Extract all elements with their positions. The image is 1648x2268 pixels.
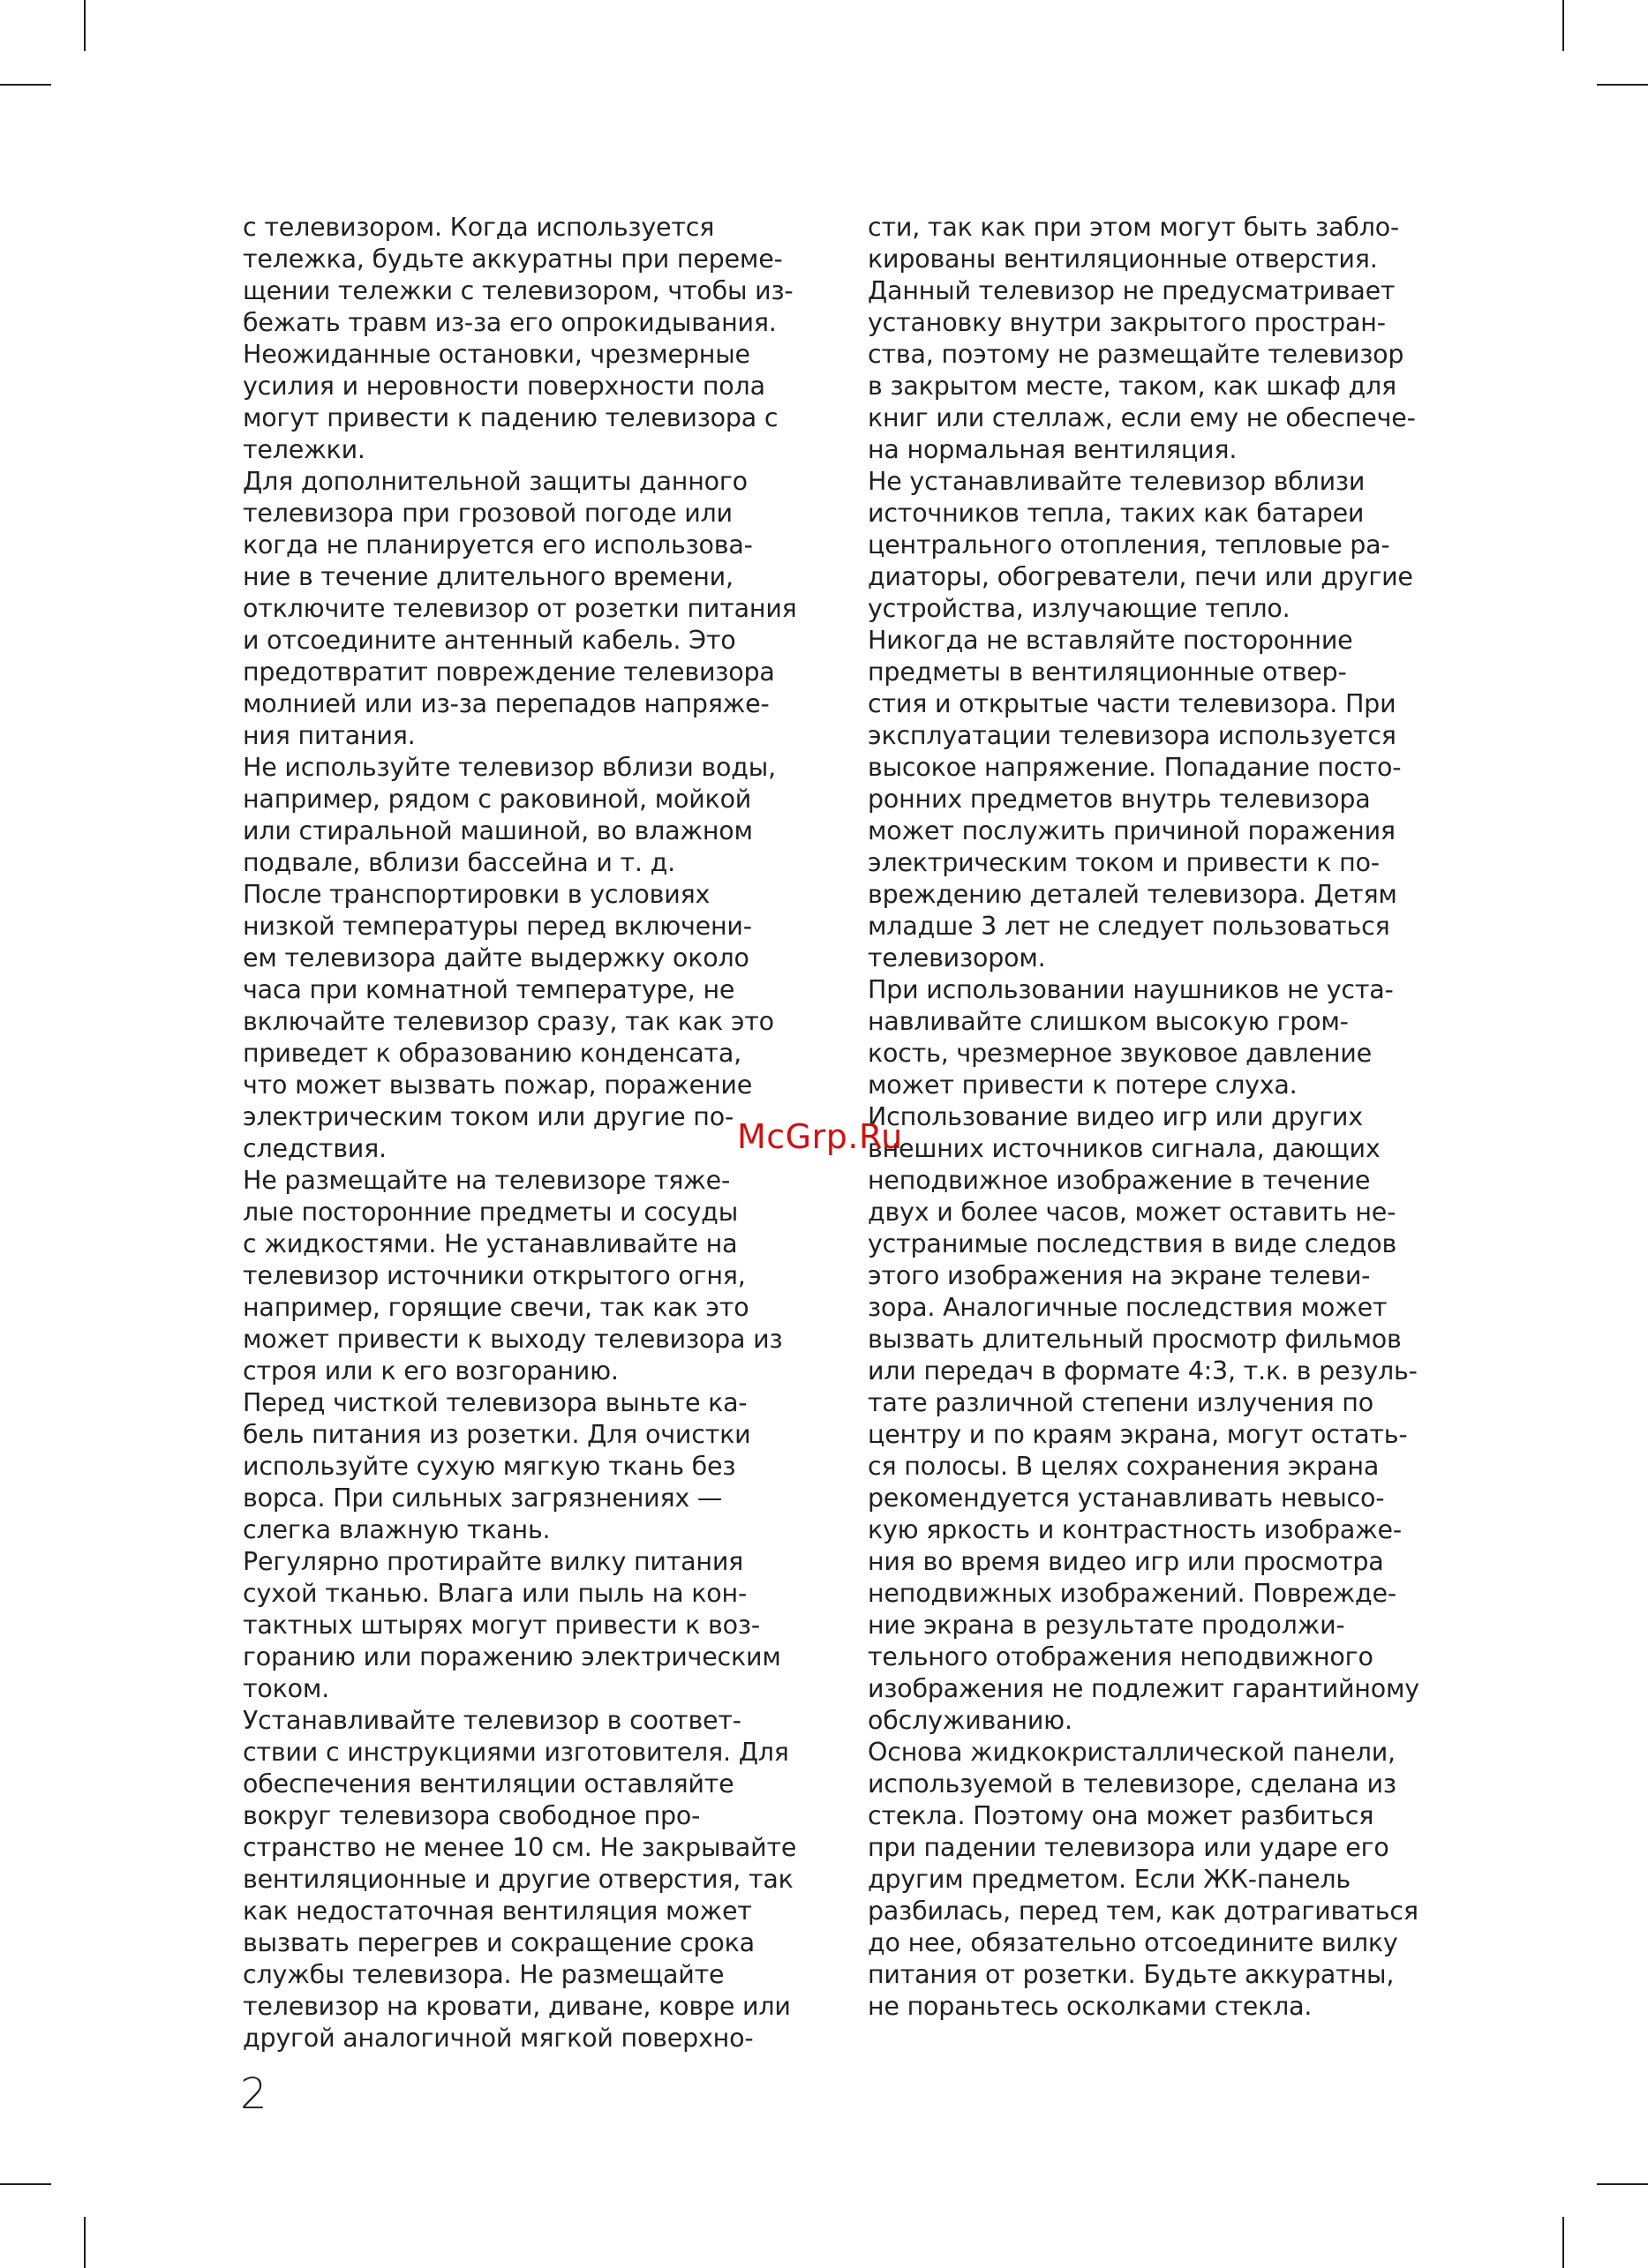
text-line: навливайте слишком высокую гром-	[868, 1007, 1349, 1036]
text-line: питания от розетки. Будьте аккуратны,	[868, 1960, 1395, 1989]
text-line: щении тележки с телевизором, чтобы из-	[243, 276, 794, 305]
text-line: ние экрана в результате продолжи-	[868, 1611, 1345, 1640]
text-line: предметы в вентиляционные отвер-	[868, 657, 1347, 687]
text-line: с телевизором. Когда используется	[243, 213, 715, 242]
text-line: кость, чрезмерное звуковое давление	[868, 1039, 1372, 1068]
text-line: при падении телевизора или ударе его	[868, 1833, 1389, 1862]
text-line: книг или стеллаж, если ему не обеспече-	[868, 403, 1416, 432]
text-line: тележки.	[243, 435, 365, 464]
text-line: или стиральной машиной, во влажном	[243, 816, 753, 845]
text-line: другим предметом. Если ЖК-панель	[868, 1865, 1351, 1894]
text-line: устройства, излучающие тепло.	[868, 594, 1291, 623]
text-line: Основа жидкокристаллической панели,	[868, 1738, 1396, 1767]
text-line: Устанавливайте телевизор в соответ-	[243, 1706, 741, 1735]
crop-mark	[0, 2183, 51, 2185]
text-line: стекла. Поэтому она может разбиться	[868, 1801, 1374, 1830]
text-line: слегка влажную ткань.	[243, 1515, 551, 1544]
text-line: следствия.	[243, 1134, 387, 1163]
text-line: ронних предметов внутрь телевизора	[868, 785, 1371, 814]
text-line: устранимые последствия в виде следов	[868, 1229, 1397, 1258]
text-line: кую яркость и контрастность изображе-	[868, 1515, 1402, 1544]
text-line: телевизор на кровати, диване, ковре или	[243, 1992, 791, 2021]
text-line: или передач в формате 4:3, т.к. в резуль-	[868, 1356, 1418, 1386]
text-line: электрическим током и привести к по-	[868, 848, 1380, 877]
text-line: с жидкостями. Не устанавливайте на	[243, 1229, 738, 1258]
text-line: Данный телевизор не предусматривает	[868, 276, 1396, 305]
text-line: Перед чисткой телевизора выньте ка-	[243, 1388, 748, 1417]
page-number: 2	[240, 2069, 267, 2119]
text-line: сухой тканью. Влага или пыль на кон-	[243, 1579, 748, 1608]
text-line: При использовании наушников не уста-	[868, 975, 1394, 1004]
text-line: внешних источников сигнала, дающих	[868, 1134, 1381, 1163]
text-line: странство не менее 10 см. Не закрывайте	[243, 1833, 797, 1862]
text-line: до нее, обязательно отсоедините вилку	[868, 1928, 1398, 1957]
text-line: другой аналогичной мягкой поверхно-	[243, 2024, 754, 2053]
text-line: диаторы, обогреватели, печи или другие	[868, 562, 1413, 591]
right-column	[868, 212, 1468, 2023]
text-line: как недостаточная вентиляция может	[243, 1896, 752, 1926]
text-line: службы телевизора. Не размещайте	[243, 1960, 725, 1989]
text-line: Не используйте телевизор вблизи воды,	[243, 753, 776, 782]
text-line: может привести к потере слуха.	[868, 1070, 1298, 1100]
text-line: высокое напряжение. Попадание посто-	[868, 753, 1402, 782]
text-line: электрическим током или другие по-	[243, 1102, 734, 1131]
text-line: центру и по краям экрана, могут остать-	[868, 1420, 1408, 1449]
text-line: неподвижное изображение в течение	[868, 1166, 1371, 1195]
text-line: сти, так как при этом могут быть забло-	[868, 213, 1400, 242]
text-line: тате различной степени излучения по	[868, 1388, 1373, 1417]
text-line: например, горящие свечи, так как это	[243, 1293, 749, 1322]
text-line: Не размещайте на телевизоре тяже-	[243, 1166, 731, 1195]
text-line: низкой температуры перед включени-	[243, 912, 752, 941]
text-line: ние в течение длительного времени,	[243, 562, 734, 591]
text-line: эксплуатации телевизора используется	[868, 721, 1396, 750]
text-line: ния питания.	[243, 721, 416, 750]
text-line: рекомендуется устанавливать невысо-	[868, 1483, 1385, 1513]
text-line: установку внутри закрытого простран-	[868, 308, 1386, 337]
text-line: используемой в телевизоре, сделана из	[868, 1769, 1396, 1799]
text-line: младше 3 лет не следует пользоваться	[868, 912, 1390, 941]
text-line: часа при комнатной температуре, не	[243, 975, 735, 1004]
text-line: Не устанавливайте телевизор вблизи	[868, 467, 1366, 496]
text-line: Для дополнительной защиты данного	[243, 467, 748, 496]
text-line: используйте сухую мягкую ткань без	[243, 1452, 736, 1481]
text-line: Использование видео игр или других	[868, 1102, 1363, 1131]
text-line: вентиляционные и другие отверстия, так	[243, 1865, 794, 1894]
text-line: горанию или поражению электрическим	[243, 1642, 781, 1671]
text-line: могут привести к падению телевизора с	[243, 403, 779, 432]
text-line: ся полосы. В целях сохранения экрана	[868, 1452, 1380, 1481]
crop-mark	[1597, 2183, 1648, 2185]
text-line: ворса. При сильных загрязнениях —	[243, 1483, 723, 1513]
text-line: подвале, вблизи бассейна и т. д.	[243, 848, 676, 877]
crop-mark	[1562, 0, 1564, 51]
crop-mark	[1562, 2217, 1564, 2268]
text-line: усилия и неровности поверхности пола	[243, 372, 765, 401]
text-line: двух и более часов, может оставить не-	[868, 1198, 1396, 1227]
text-line: источников тепла, таких как батареи	[868, 499, 1365, 528]
text-line: отключите телевизор от розетки питания	[243, 594, 797, 623]
text-line: вызвать перегрев и сокращение срока	[243, 1928, 755, 1957]
text-line: бежать травм из-за его опрокидывания.	[243, 308, 777, 337]
text-line: тележка, будьте аккуратны при переме-	[243, 244, 783, 274]
text-line: вокруг телевизора свободное про-	[243, 1801, 701, 1830]
text-line: вызвать длительный просмотр фильмов	[868, 1325, 1402, 1354]
text-line: строя или к его возгоранию.	[243, 1356, 619, 1386]
text-line: изображения не подлежит гарантийному	[868, 1674, 1419, 1703]
text-line: неподвижных изображений. Поврежде-	[868, 1579, 1396, 1608]
text-line: разбилась, перед тем, как дотрагиваться	[868, 1896, 1418, 1926]
crop-mark	[84, 0, 86, 51]
text-line: этого изображения на экране телеви-	[868, 1261, 1371, 1290]
text-line: телевизором.	[868, 943, 1046, 973]
text-line: приведет к образованию конденсата,	[243, 1039, 741, 1068]
text-line: молнией или из-за перепадов напряже-	[243, 689, 770, 718]
text-line: и отсоедините антенный кабель. Это	[243, 626, 736, 655]
text-line: После транспортировки в условиях	[243, 880, 711, 909]
text-line: центрального отопления, тепловые ра-	[868, 530, 1390, 559]
text-line: включайте телевизор сразу, так как это	[243, 1007, 774, 1036]
text-line: тельного отображения неподвижного	[868, 1642, 1373, 1671]
text-line: может послужить причиной поражения	[868, 816, 1396, 845]
text-line: бель питания из розетки. Для очистки	[243, 1420, 751, 1449]
watermark: McGrp.Ru	[737, 1117, 903, 1156]
text-line: Никогда не вставляйте посторонние	[868, 626, 1353, 655]
text-line: обеспечения вентиляции оставляйте	[243, 1769, 734, 1799]
text-line: ния во время видео игр или просмотра	[868, 1547, 1384, 1576]
text-line: ем телевизора дайте выдержку около	[243, 943, 749, 973]
text-line: может привести к выходу телевизора из	[243, 1325, 783, 1354]
crop-mark	[84, 2217, 86, 2268]
text-line: током.	[243, 1674, 330, 1703]
text-line: тактных штырях могут привести к воз-	[243, 1611, 760, 1640]
text-line: кированы вентиляционные отверстия.	[868, 244, 1378, 274]
text-line: телевизор источники открытого огня,	[243, 1261, 746, 1290]
text-line: телевизора при грозовой погоде или	[243, 499, 733, 528]
crop-mark	[1597, 84, 1648, 86]
text-line: что может вызвать пожар, поражение	[243, 1070, 753, 1100]
text-line: Неожиданные остановки, чрезмерные	[243, 340, 750, 369]
text-line: например, рядом с раковиной, мойкой	[243, 785, 752, 814]
text-line: ствии с инструкциями изготовителя. Для	[243, 1738, 789, 1767]
text-line: когда не планируется его использова-	[243, 530, 753, 559]
text-line: на нормальная вентиляция.	[868, 435, 1238, 464]
text-line: зора. Аналогичные последствия может	[868, 1293, 1388, 1322]
text-line: не пораньтесь осколками стекла.	[868, 1992, 1313, 2021]
text-line: ства, поэтому не размещайте телевизор	[868, 340, 1404, 369]
text-line: стия и открытые части телевизора. При	[868, 689, 1396, 718]
text-line: лые посторонние предметы и сосуды	[243, 1198, 738, 1227]
crop-mark	[0, 84, 51, 86]
text-line: вреждению деталей телевизора. Детям	[868, 880, 1397, 909]
text-line: обслуживанию.	[868, 1706, 1072, 1735]
text-line: в закрытом месте, таком, как шкаф для	[868, 372, 1396, 401]
text-line: предотвратит повреждение телевизора	[243, 657, 775, 687]
text-line: Регулярно протирайте вилку питания	[243, 1547, 744, 1576]
